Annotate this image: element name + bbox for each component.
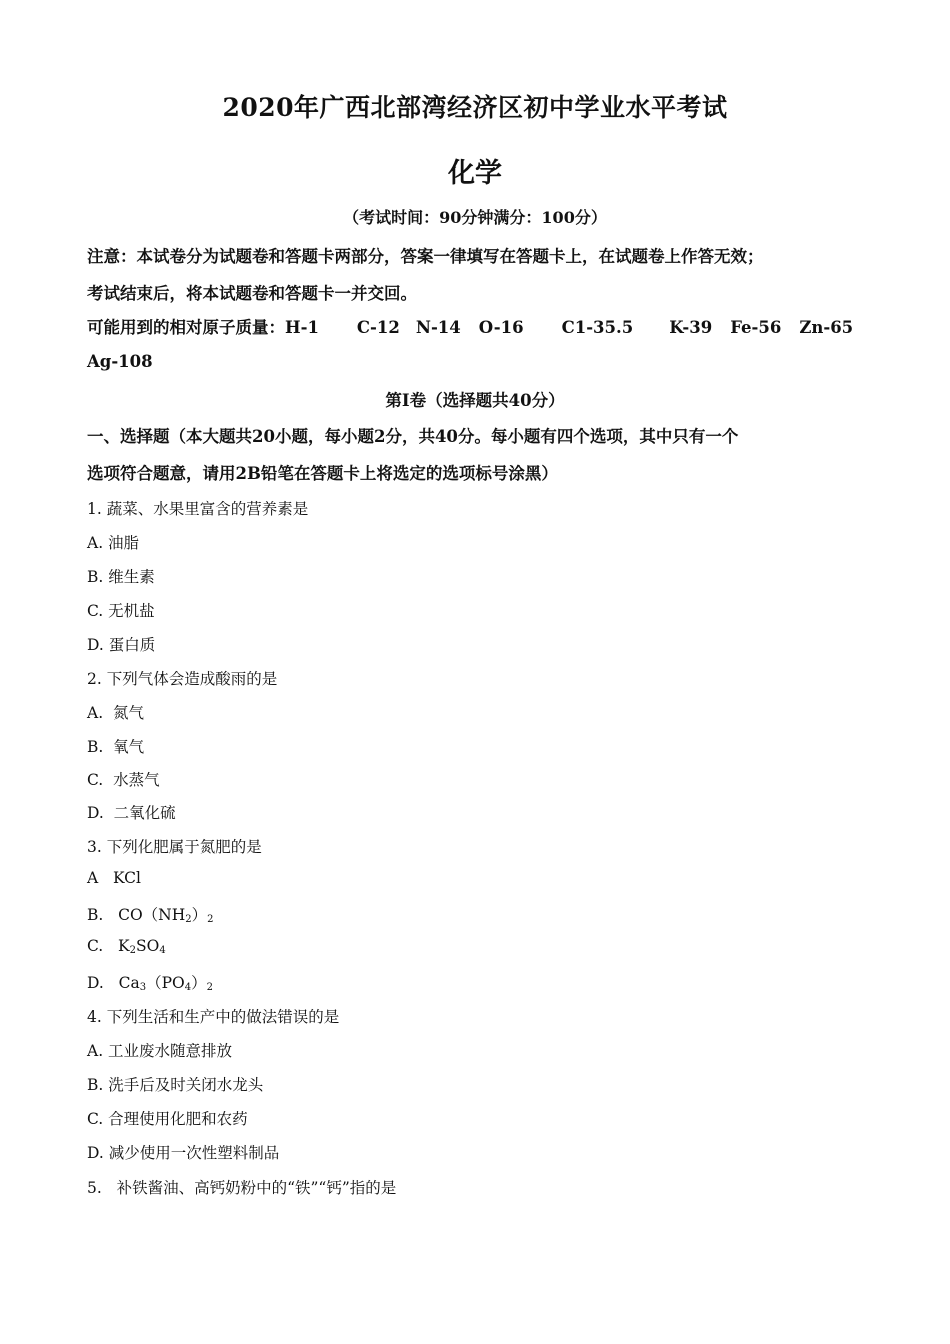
question-2-option-c: C. 水蒸气 [87, 771, 160, 789]
atomic-mass-cl: C1-35.5 [561, 318, 634, 337]
atomic-mass-zn: Zn-65 [799, 318, 854, 337]
notice-line-2: 考试结束后，将本试题卷和答题卡一并交回。 [87, 284, 417, 303]
question-3-option-c: C. $K_2SO_4$ [87, 937, 166, 956]
question-3-option-a: A KCl [87, 869, 141, 887]
question-4-option-a: A. 工业废水随意排放 [87, 1042, 233, 1060]
notice-line-1: 注意：本试卷分为试题卷和答题卡两部分，答案一律填写在答题卡上，在试题卷上作答无效； [87, 247, 764, 266]
question-4-option-d: D. 减少使用一次性塑料制品 [87, 1144, 280, 1162]
question-1-option-d: D. 蛋白质 [87, 636, 156, 654]
atomic-mass-label: 可能用到的相对原子质量： [87, 318, 285, 337]
atomic-mass-c: C-12 [356, 318, 400, 337]
question-4-stem: 4. 下列生活和生产中的做法错误的是 [87, 1008, 340, 1026]
atomic-mass-k: K-39 [669, 318, 713, 337]
section-instruction-line-1: 一、选择题（本大题共20小题，每小题2分，共40分。每小题有四个选项，其中只有一个 [87, 427, 739, 446]
question-2-option-b: B. 氧气 [87, 738, 145, 756]
atomic-mass-n: N-14 [415, 318, 461, 337]
question-2-stem: 2. 下列气体会造成酸雨的是 [87, 670, 278, 688]
question-1-option-b: B. 维生素 [87, 568, 155, 586]
formula-kcl: KCl [112, 869, 141, 887]
question-3-stem: 3. 下列化肥属于氮肥的是 [87, 838, 262, 856]
atomic-mass-fe: Fe-56 [730, 318, 782, 337]
question-1-option-a: A. 油脂 [87, 534, 140, 552]
exam-title: 2020年广西北部湾经济区初中学业水平考试 [222, 93, 728, 122]
atomic-mass-ag: Ag-108 [87, 352, 153, 371]
question-4-option-b: B. 洗手后及时关闭水龙头 [87, 1076, 264, 1094]
question-3-option-d: D. $Ca_3(PO_4)_2$ [87, 974, 213, 993]
question-1-stem: 1. 蔬菜、水果里富含的营养素是 [87, 500, 309, 518]
subject-title: 化学 [448, 158, 502, 189]
section-heading: 第I卷（选择题共40分） [385, 391, 565, 410]
section-instruction-line-2: 选项符合题意，请用2B铅笔在答题卡上将选定的选项标号涂黑） [87, 464, 558, 483]
atomic-mass-o: O-16 [478, 318, 524, 337]
atomic-mass-row [87, 314, 853, 338]
question-5-stem: 5. 补铁酱油、高钙奶粉中的“铁”“钙”指的是 [87, 1179, 397, 1197]
question-2-option-d: D. 二氧化硫 [87, 804, 176, 822]
question-1-option-c: C. 无机盐 [87, 602, 155, 620]
question-2-option-a: A. 氮气 [87, 704, 144, 722]
question-3-option-b: B. $CO(NH_2)_2$ [87, 906, 214, 925]
question-4-option-c: C. 合理使用化肥和农药 [87, 1110, 248, 1128]
atomic-mass-h: H-1 [285, 318, 319, 337]
exam-time-info: （考试时间：90分钟满分：100分） [343, 208, 607, 227]
